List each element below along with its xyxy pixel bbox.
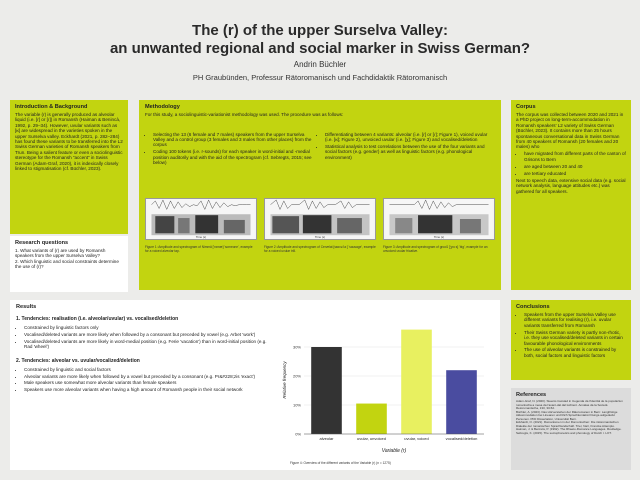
bar-uvular-unvoiced — [356, 404, 387, 434]
corpus-bullet: • have migrated from different parts of the canton of Grisons to Bern — [524, 151, 626, 162]
figure-1 — [145, 198, 257, 254]
y-tick-label: 20% — [292, 373, 301, 379]
corpus-heading: Corpus — [516, 104, 536, 110]
corpus-panel — [511, 100, 631, 290]
references-panel — [511, 388, 631, 470]
results-bullet: • Vocalised/deleted variants are more likely when followed by a consonant but preceded by vowel (e.g. Arbet 'work') — [24, 332, 268, 337]
x-axis-title: Variable (r) — [381, 448, 407, 454]
conclusion-bullet: • Their Swiss German variety is partly non-rhotic, i.e. they use vocalised/deleted variants in certain favourable phonological environments — [524, 330, 626, 346]
reference-item: Sebregts, K. (2015). The sociophonetics and phonology of Dutch r. LOT. — [516, 430, 612, 435]
spectrogram-2 — [264, 198, 376, 240]
corpus-bullet: • are aged between 20 and 40 — [524, 164, 626, 169]
results-bullet: • Speakers use more alveolar variants when having a high amount of Romansh people in their social network — [24, 387, 268, 392]
results-panel — [10, 300, 500, 470]
y-tick-label: 10% — [292, 402, 301, 408]
figure-1-caption: Figure 1: Amplitude and spectrogram of Nimmä ['nɪmæ] 'someone', example for a voiced alveolar tap. — [145, 245, 253, 253]
method-bullet: • Statistical analysis to test correlations between the use of the four variants and social factors (e.g. gender) as well as linguistic factors (e.g. phonological environment) — [325, 144, 493, 160]
results-heading: Results — [16, 304, 37, 310]
method-bullet: • Coding 100 tokens (i.e. r-sounds) for each speaker in word-initial and -medial position auditorily and with the aid of the spectrogram (cf. Sebregts, 2015; see below) — [153, 149, 313, 165]
conclusion-bullet: • The use of alveolar variants is constrained by both, social factors and linguistic factors — [524, 347, 626, 358]
figure-2-caption: Figure 2: Amplitude and spectrogram of Cervelat [sɛʁvəˈlaː] 'sausage', example for a voiced uvular trill. — [264, 245, 376, 253]
results-bullet: • Vocalised/deleted variants are more likely in word-medial position (e.g. Ferie 'vacation') than in word-initial position (e.g. Rad 'wheel') — [24, 339, 268, 350]
x-tick-label: uvular, voiced — [404, 436, 429, 441]
conclusions-heading: Conclusions — [516, 304, 550, 310]
method-bullet: • Selecting the 13 (6 female and 7 males) speakers from the upper Surselva Valley and a control group (3 females and 3 males from other places) from the corpus — [153, 132, 313, 148]
results-sub-1: 1. Tendencies: realisation (i.e. alveolar/uvular) vs. vocalised/deletion — [16, 316, 179, 322]
title-line-2: an unwanted regional and social marker in Swiss German? — [109, 40, 531, 57]
axis-time-2: Time (s) — [314, 235, 326, 240]
y-axis-title: Relative frequency — [282, 361, 287, 399]
method-intro: For this study, a sociolinguistic-variationist methodology was used. The procedure was as follows: — [145, 112, 344, 117]
figure-3 — [383, 198, 495, 254]
questions-heading: Research questions — [15, 240, 69, 246]
corpus-outro: Next to speech data, extensive social data (e.g. social network analysis, language attitudes etc.) was gathered for all speakers. — [516, 177, 626, 194]
results-sub-2: 2. Tendencies: alveolar vs. uvular/vocalized/deletion — [16, 357, 140, 364]
title-line-1: The (r) of the upper Surselva Valley: — [192, 22, 448, 39]
axis-time-1: Time (s) — [195, 235, 207, 240]
spectrogram-3 — [383, 198, 495, 240]
figure-2 — [264, 198, 376, 254]
x-tick-label: uvular, unvoiced — [357, 436, 386, 441]
intro-heading: Introduction & Background — [15, 104, 88, 110]
x-tick-label: alveolar — [319, 436, 334, 441]
references-heading: References — [516, 392, 547, 398]
reference-item: Büchler, A. (2023). Das Hörverstehen der Rätoromanen in Bern: Langfristige Akkommodation bei Linearen und Rich Sprachkontakt-Ortungs-aufgedeckt Personen. PhD Dissertation, Universität Bern. — [516, 409, 618, 421]
results-bullet: • Male speakers use somewhat more alveolar variants than female speakers — [24, 380, 268, 385]
results-bullet: • Constrained by linguistic factors only — [24, 325, 268, 330]
results-bullet: • Alveolar variants are more likely when followed by a vowel but preceded by a consonant (e.g. Pr&#228;zis 'exact') — [24, 374, 268, 379]
intro-panel — [10, 100, 128, 234]
affiliation: PH Graubünden, Professur Rätoromanisch und Fachdidaktik Rätoromanisch — [192, 73, 448, 82]
method-bullet: • Differentiating between 4 variants: alveolar (i.e. [r] or [ɾ]; Figure 1), voiced uvular (i.e. [ʁ]; Figure 2), unvoiced uvular (i.e. [χ]; Figure 3) and vocalised/deletion — [325, 132, 493, 143]
corpus-intro: The corpus was collected between 2020 and 2021 in a PhD project on long-term-accommodation in Romansh speakers' L2 variety of Swiss German (Büchler, 2023). It contains more than 25 hours spontaneous conversational data in Swiss German from 40 speakers of Romansh (20 females and 20 males) who — [516, 112, 624, 150]
y-tick-label: 0% — [295, 431, 301, 437]
corpus-bullet: • are tertiary educated — [524, 171, 626, 176]
variants-bar-chart — [280, 310, 492, 460]
bar-uvular-voiced — [401, 330, 432, 434]
reference-item: Adam-Graf, N. (2020). Steenis tracstad in Uegenda da l'identità de la populaziun rumantscha a mesa da l'avant-dal dal tschient. Annalas da la Società Retorumantscha, 133, 33-52. — [516, 399, 623, 410]
x-tick-label: vocalised/deletion — [445, 436, 478, 441]
author: Andrin Büchler — [293, 60, 347, 69]
questions-panel — [10, 236, 128, 292]
axis-time-3: Time (s) — [433, 235, 445, 240]
results-bullet: • Constrained by linguistic and social factors — [24, 367, 268, 372]
poster-title — [0, 22, 640, 58]
y-tick-label: 30% — [292, 344, 301, 350]
intro-body: The variable (r) is generally produced as alveolar liquid (i.e. [r] or [ɾ]) in Romansh (Haiman & Benincà, 1992, p. 29–34). However, uvular variants such as [ʁ] are widespread in the varieties spoken in the upper Surselva valley. Eckhardt (2021, p. 282–284) has found these variants to be transferred into the L2 Swiss German varieties of Romansh speakers from Trun. Being a salient feature or even a sociolinguistic stereotype for the Romansh “accent” in Swiss German (Adam-Graf, 2020), it is indexically closely linked to stigmatisation (cf. Büchler, 2023). — [15, 112, 123, 172]
reference-item: Haiman, J. & Benincà, P. (1992). The Rhaeto-Romance Languages. Routledge. — [516, 427, 622, 431]
spectrogram-1 — [145, 198, 257, 240]
conclusions-panel — [511, 300, 631, 380]
figure-3-caption: Figure 3: Amplitude and spectrogram of grooß ['χroːs] 'big', example for an unvoiced uvular fricative. — [383, 245, 488, 253]
conclusion-bullet: • Speakers from the upper Surselva Valley use different variants for realising (r), i.e. uvular variants transferred from Romansh — [524, 312, 626, 328]
method-heading: Methodology — [145, 104, 180, 110]
reference-item: Eckhardt, O. (2021). Romanismen in der Romontschen: Die rätoromanischen Dialekte der romanischen Sprachlandschaft. Trier, Narr, Francke Attempto. — [516, 420, 619, 428]
method-panel — [139, 100, 501, 290]
bar-alveolar — [311, 347, 342, 434]
figure-4-caption: Figure 4: Overview of the different variants of the Variable (r) (n = 1275) — [290, 461, 391, 465]
question-2: 2. Which linguistic and social constraints determine the use of (r)? — [15, 258, 119, 270]
question-1: 1. What variants of (r) are used by Romansh speakers from the upper Surselva Valley? — [15, 248, 106, 259]
bar-vocalised-deletion — [446, 370, 477, 434]
